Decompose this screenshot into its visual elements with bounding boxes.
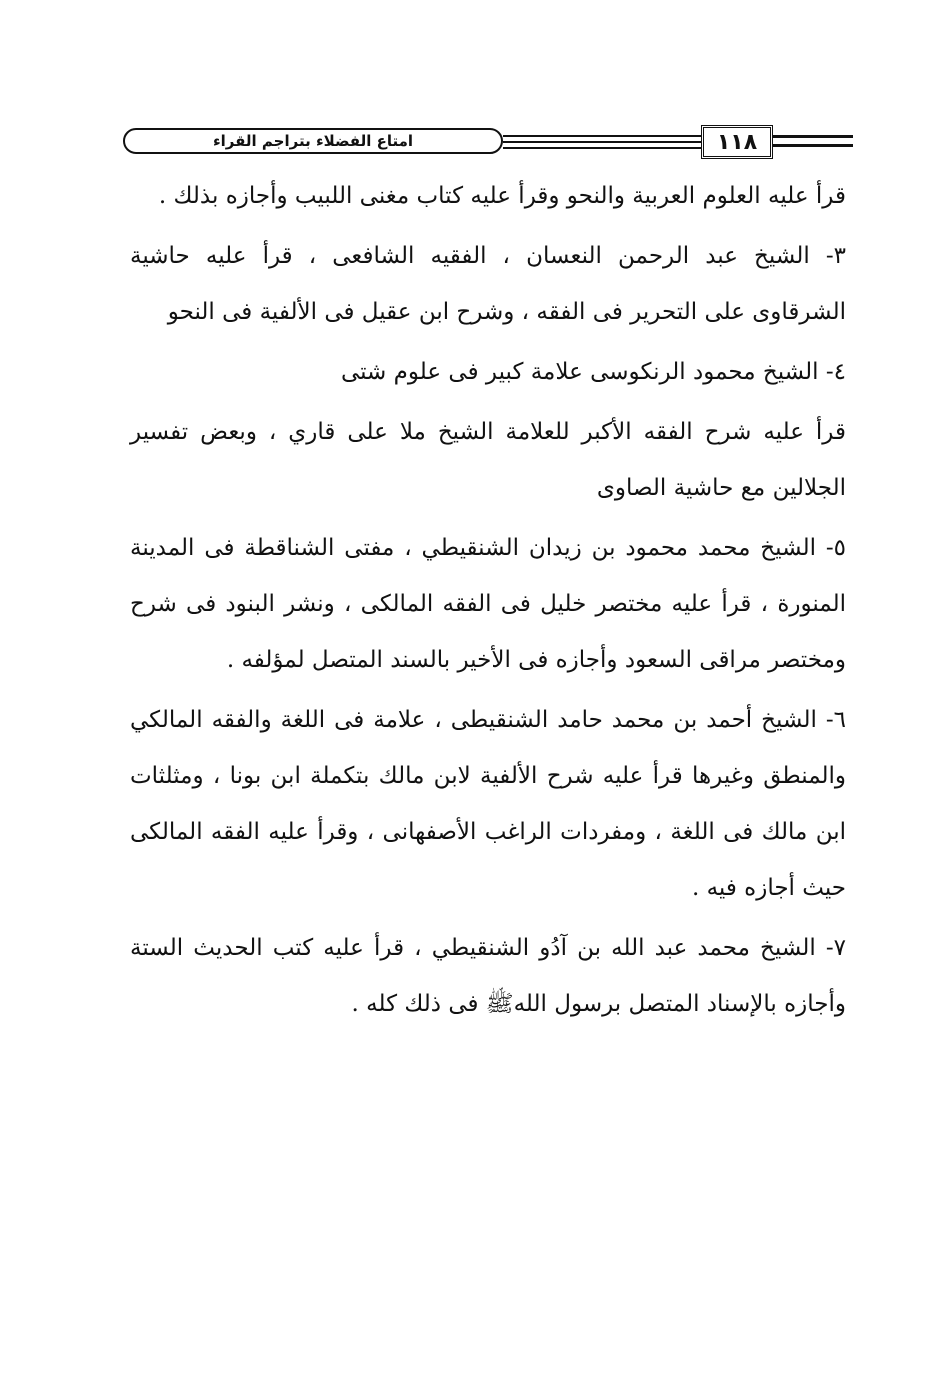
paragraph: ٥- الشيخ محمد محمود بن زيدان الشنقيطي ، مفتى الشناقطة فى المدينة المنورة ، قرأ عليه مختصر خليل فى الفقه المالكى ، ونشر البنود فى شرح ومختصر مراقى السعود وأجازه فى الأخير بالسند المتصل لمؤلفه .: [130, 535, 846, 673]
header-rule: [503, 135, 703, 137]
paragraph: ٧- الشيخ محمد عبد الله بن آدُو الشنقيطي ، قرأ عليه كتب الحديث الستة وأجازه بالإسناد المتصل برسول اللهﷺ فى ذلك كله .: [130, 935, 846, 1017]
paragraph: قرأ عليه العلوم العربية والنحو وقرأ عليه كتاب مغنى اللبيب وأجازه بذلك .: [158, 183, 846, 209]
header-rule: [773, 144, 853, 147]
book-title: امتاع الفضلاء بتراجم القراء: [123, 128, 503, 154]
header-rule: [773, 135, 853, 138]
paragraph: قرأ عليه شرح الفقه الأكبر للعلامة الشيخ ملا على قاري ، وبعض تفسير الجلالين مع حاشية الصاوى: [130, 419, 846, 501]
header-rule: [503, 147, 703, 149]
page-body: [130, 168, 846, 1036]
header-rule: [503, 141, 703, 143]
paragraph: ٣- الشيخ عبد الرحمن النعسان ، الفقيه الشافعى ، قرأ عليه حاشية الشرقاوى على التحرير فى الفقه ، وشرح ابن عقيل فى الألفية فى النحو: [130, 243, 846, 325]
paragraph: ٤- الشيخ محمود الرنكوسى علامة كبير فى علوم شتى: [340, 359, 846, 385]
page-number: ١١٨: [701, 125, 773, 159]
page-header: [118, 122, 853, 166]
paragraph: ٦- الشيخ أحمد بن محمد حامد الشنقيطى ، علامة فى اللغة والفقه المالكي والمنطق وغيرها قرأ عليه شرح الألفية لابن مالك بتكملة ابن بونا ، ومثلثات ابن مالك فى اللغة ، ومفردات الراغب الأصفهانى ، وقرأ عليه الفقه المالكى حيث أجازه فيه .: [130, 707, 846, 901]
